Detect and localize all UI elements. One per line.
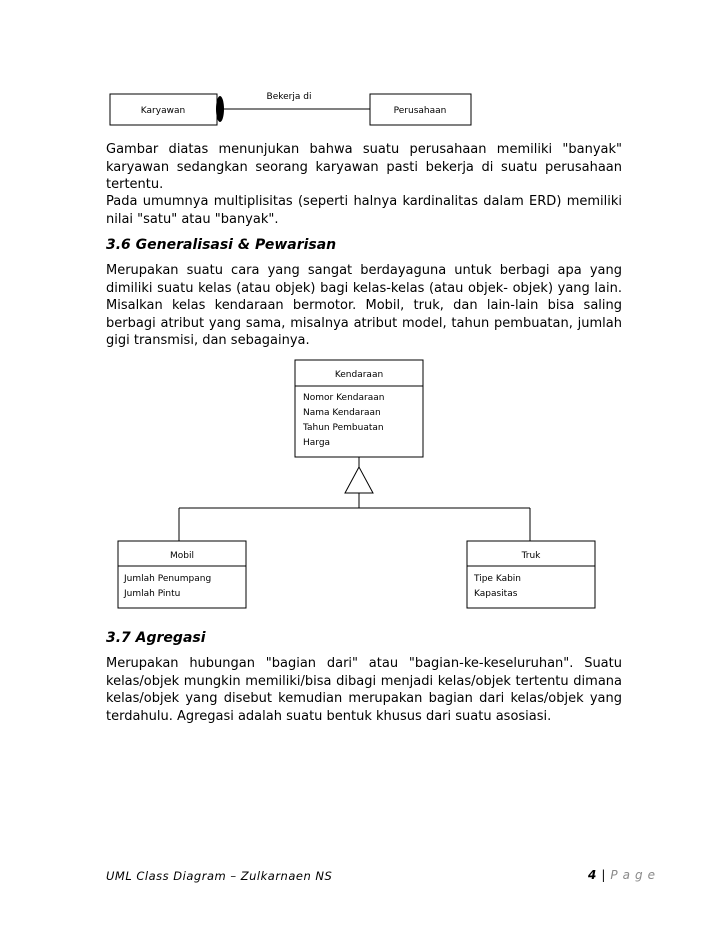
attribute-jumlah-penumpang: Jumlah Penumpang [124, 574, 212, 584]
attribute-kapasitas: Kapasitas [474, 589, 518, 599]
class-name-karyawan: Karyawan [140, 106, 186, 116]
class-name-perusahaan: Perusahaan [393, 106, 447, 116]
attribute-tahun-pembuatan: Tahun Pembuatan [303, 423, 384, 433]
class-name-truk: Truk [521, 551, 541, 561]
association-label: Bekerja di [266, 92, 312, 102]
footer-page-indicator [588, 868, 660, 882]
generalization-diagram [0, 355, 728, 615]
inheritance-triangle [345, 467, 373, 493]
association-diagram [0, 80, 728, 132]
attribute-tipe-kabin: Tipe Kabin [474, 574, 522, 584]
class-name-kendaraan: Kendaraan [334, 370, 384, 380]
section-heading-aggregation: 3.7 Agregasi [106, 630, 206, 646]
attribute-nomor-kendaraan: Nomor Kendaraan [303, 393, 385, 403]
attribute-nama-kendaraan: Nama Kendaraan [303, 408, 381, 418]
footer-separator: | [601, 868, 607, 882]
paragraph-multiplicity-description: Gambar diatas menunjukan bahwa suatu perusahaan memiliki "banyak" karyawan sedangkan seorang karyawan pasti bekerja di suatu perusahaan tertentu. [106, 142, 622, 192]
attribute-jumlah-pintu: Jumlah Pintu [124, 589, 181, 599]
class-name-mobil: Mobil [170, 551, 194, 561]
section-heading-generalization: 3.6 Generalisasi & Pewarisan [106, 237, 337, 253]
page-number: 4 [588, 868, 598, 882]
multiplicity-many-marker [216, 96, 224, 122]
section-body-aggregation: Merupakan hubungan "bagian dari" atau "bagian-ke-keseluruhan". Suatu kelas/objek mungkin memiliki/bisa dibagi menjadi kelas/objek tertentu dimana kelas/objek yang disebut kemudian merupakan bagian dari kelas/objek yang terdahulu. Agregasi adalah suatu bentuk khusus dari suatu asosiasi. [106, 656, 622, 724]
section-body-generalization: Merupakan suatu cara yang sangat berdayaguna untuk berbagi apa yang dimiliki suatu kelas (atau objek) bagi kelas-kelas (atau objek- objek) yang lain. Misalkan kelas kendaraan bermotor. Mobil, truk, dan lain-lain bisa saling berbagi atribut yang sama, misalnya atribut model, tahun pembuatan, jumlah gigi transmisi, dan sebagainya. [106, 263, 622, 348]
footer-document-title: UML Class Diagram – Zulkarnaen NS [106, 869, 333, 883]
page-label: Page [610, 868, 660, 882]
attribute-harga: Harga [303, 438, 331, 448]
paragraph-multiplicity-values: Pada umumnya multiplisitas (seperti halnya kardinalitas dalam ERD) memiliki nilai "satu" atau "banyak". [106, 194, 622, 227]
